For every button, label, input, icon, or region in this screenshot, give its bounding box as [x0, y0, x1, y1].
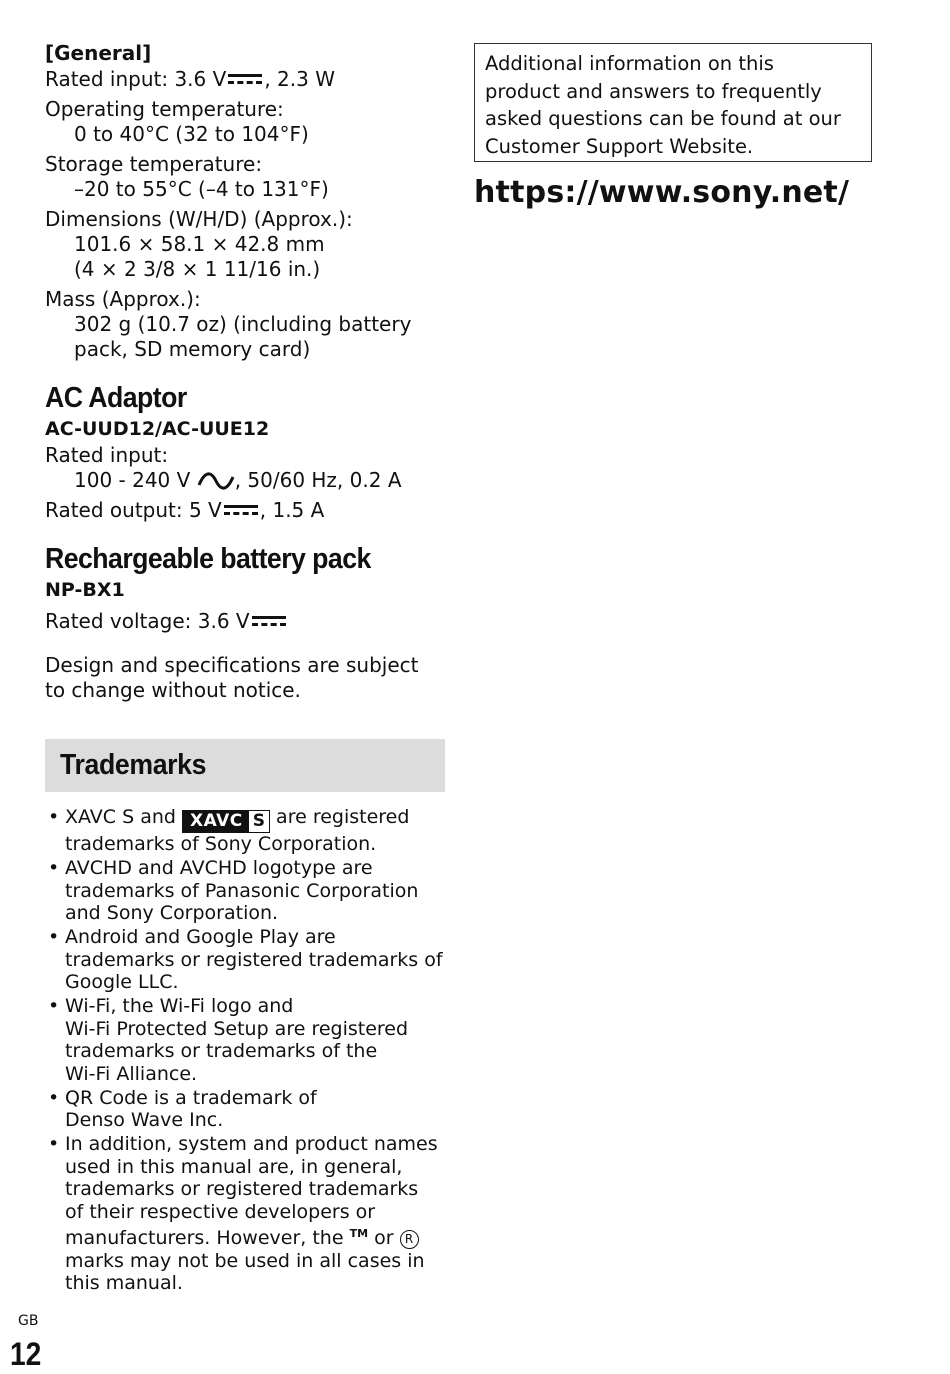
storage-temp-label: Storage temperature: [45, 152, 263, 176]
support-column [474, 43, 874, 213]
android-line-3: Google LLC. [65, 971, 179, 993]
dimensions-mm: 101.6 × 58.1 × 42.8 mm [74, 232, 325, 256]
list-item [45, 1133, 445, 1295]
general-tm-line-3: trademarks or registered trademarks [65, 1178, 419, 1200]
android-line-2: trademarks or registered trademarks of [65, 948, 443, 971]
general-heading: [General] [45, 41, 152, 65]
rated-input-suffix: , 2.3 W [264, 67, 335, 91]
support-url[interactable]: https://www.sony.net/ [474, 175, 850, 210]
general-tm-line-4: of their respective developers or [65, 1200, 376, 1223]
avchd-line-1: AVCHD and AVCHD logotype are [65, 857, 373, 879]
list-item [45, 857, 445, 925]
battery-rated-voltage-line [45, 609, 445, 634]
avchd-line-3: and Sony Corporation. [65, 902, 279, 924]
xavc-prefix: XAVC S and [65, 806, 176, 828]
or-text: or [374, 1227, 394, 1249]
mass-value-1: 302 g (10.7 oz) (including battery [74, 312, 412, 336]
ac-adaptor-model: AC-UUD12/AC-UUE12 [45, 418, 270, 440]
wifi-line-4: Wi-Fi Alliance. [65, 1062, 198, 1085]
dc-symbol-icon [251, 615, 287, 628]
info-line-2: product and answers to frequently [485, 79, 822, 103]
bullet: • [48, 1086, 60, 1109]
info-line-3: asked questions can be found at our [485, 107, 841, 130]
wifi-line-3: trademarks or trademarks of the [65, 1040, 378, 1062]
battery-title: Rechargeable battery pack [45, 543, 371, 575]
ac-rated-input-prefix: 100 - 240 V [74, 468, 191, 492]
ac-rated-input-line [45, 468, 445, 493]
operating-temp-value: 0 to 40°C (32 to 104°F) [74, 122, 309, 146]
dc-symbol-icon [223, 504, 259, 517]
info-line-4: Customer Support Website. [485, 134, 754, 158]
xavc-s-logo: XAVC S [182, 810, 270, 833]
bullet: • [48, 857, 60, 879]
list-item [45, 995, 445, 1085]
list-item [45, 806, 445, 856]
battery-rated-voltage: Rated voltage: 3.6 V [45, 609, 250, 633]
storage-temp-value: –20 to 55°C (–4 to 131°F) [74, 177, 329, 201]
ac-adaptor-title: AC Adaptor [45, 382, 187, 414]
list-item [45, 926, 445, 994]
general-tm-line-5: manufacturers. However, the [65, 1227, 344, 1249]
notice-line-2: to change without notice. [45, 678, 301, 702]
list-item [45, 1087, 445, 1132]
notice-line-1: Design and specifications are subject [45, 653, 419, 677]
avchd-line-2: trademarks of Panasonic Corporation [65, 879, 419, 902]
general-tm-line-2: used in this manual are, in general, [65, 1155, 403, 1178]
android-line-1: Android and Google Play are [65, 926, 336, 948]
page-number: 12 [10, 1336, 42, 1372]
trademarks-list [45, 806, 445, 1295]
bullet: • [48, 1133, 60, 1155]
bullet: • [48, 806, 60, 828]
dc-symbol-icon [227, 73, 263, 86]
specifications-column [45, 40, 445, 1296]
operating-temp-label: Operating temperature: [45, 97, 284, 121]
trademark-symbol: TM [349, 1227, 369, 1240]
region-code: GB [18, 1313, 39, 1329]
dimensions-in: (4 × 2 3/8 × 1 11/16 in.) [74, 257, 321, 281]
support-info-box [474, 43, 872, 162]
mass-value-2: pack, SD memory card) [74, 337, 311, 361]
trademarks-heading-bar [45, 739, 445, 792]
qr-line-1: QR Code is a trademark of [65, 1086, 317, 1109]
bullet: • [48, 995, 60, 1017]
battery-model: NP-BX1 [45, 579, 125, 601]
qr-line-2: Denso Wave Inc. [65, 1109, 224, 1131]
general-tm-line-7: this manual. [65, 1272, 183, 1294]
trademarks-title: Trademarks [60, 749, 207, 781]
info-line-1: Additional information on this [485, 52, 774, 75]
ac-rated-output-suffix: , 1.5 A [259, 498, 325, 522]
ac-rated-output-line [45, 498, 445, 523]
xavc-suffix: are registered [276, 806, 410, 828]
wifi-line-1: Wi-Fi, the Wi-Fi logo and [65, 995, 294, 1017]
xavc-line-2: trademarks of Sony Corporation. [65, 833, 377, 855]
bullet: • [48, 926, 60, 948]
registered-symbol-icon: R [400, 1230, 419, 1249]
rated-input-label: Rated input: 3.6 V [45, 67, 227, 91]
dimensions-label: Dimensions (W/H/D) (Approx.): [45, 207, 353, 231]
mass-label: Mass (Approx.): [45, 287, 201, 311]
general-tm-line-6: marks may not be used in all cases in [65, 1249, 425, 1272]
rated-input-line [45, 67, 445, 92]
ac-rated-input-label: Rated input: [45, 443, 169, 467]
wifi-line-2: Wi-Fi Protected Setup are registered [65, 1017, 409, 1040]
ac-rated-output-prefix: Rated output: 5 V [45, 498, 222, 522]
general-tm-line-1: In addition, system and product names [65, 1133, 438, 1155]
ac-wave-icon [197, 471, 235, 491]
ac-rated-input-suffix: , 50/60 Hz, 0.2 A [234, 468, 402, 492]
